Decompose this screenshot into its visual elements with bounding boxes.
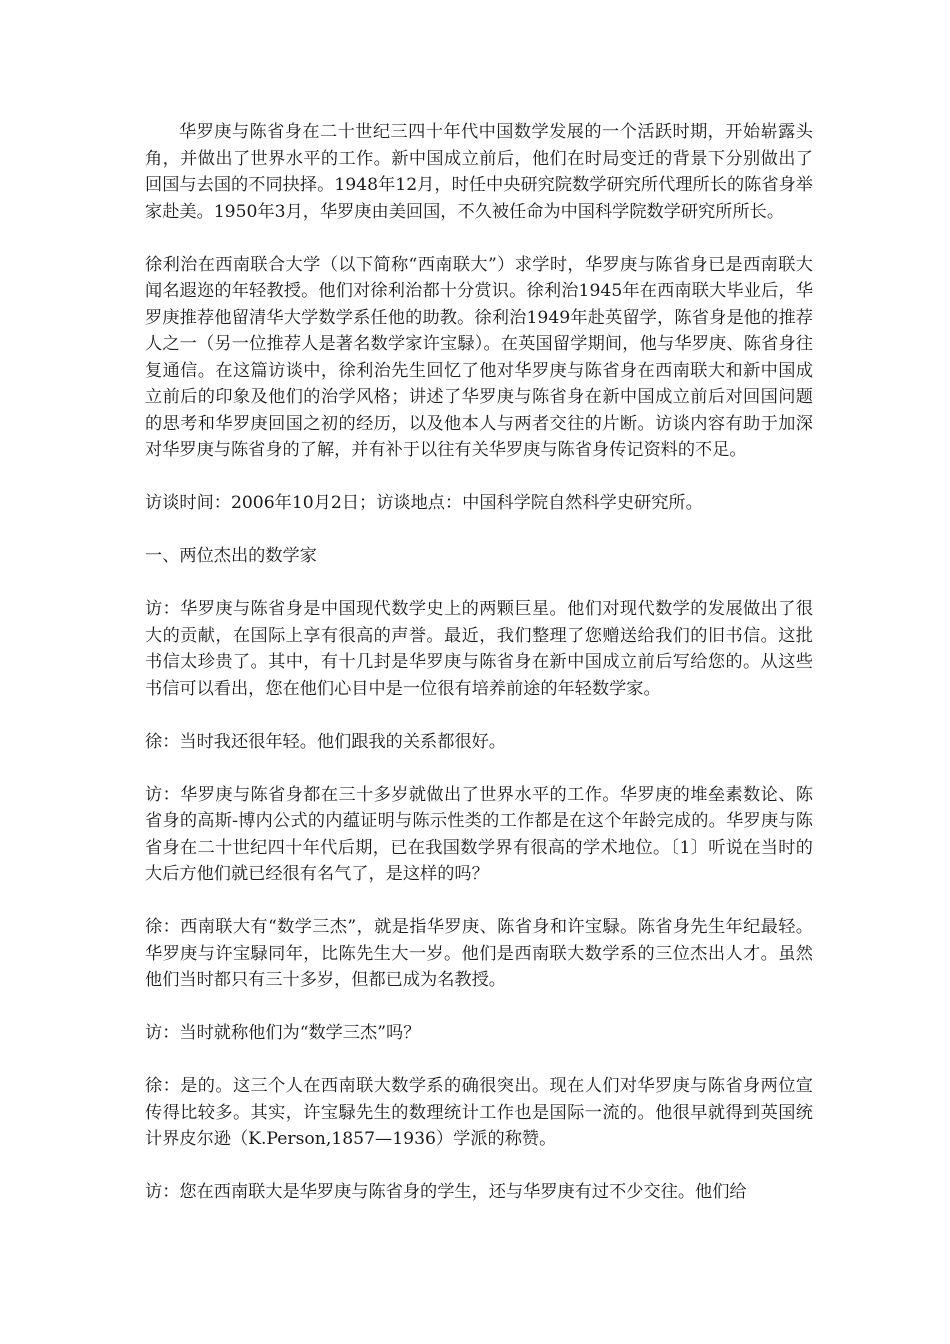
paragraph-question-4: 访：您在西南联大是华罗庚与陈省身的学生，还与华罗庚有过不少交往。他们给 (145, 1182, 747, 1202)
paragraph-question-1: 访：华罗庚与陈省身是中国现代数学史上的两颗巨星。他们对现代数学的发展做出了很大的贡献，在国际上享有很高的声誉。最近，我们整理了您赠送给我们的旧书信。这批书信太珍贵了。其中，有十几封是华罗庚与陈省身在新中国成立前后写给您的。从这些书信可以看出，您在他们心目中是一位很有培养前途的年轻数学家。 (145, 599, 813, 699)
paragraph-background: 徐利治在西南联合大学（以下简称“西南联大”）求学时，华罗庚与陈省身已是西南联大闻名遐迩的年轻教授。他们对徐利治都十分赏识。徐利治1945年在西南联大毕业后，华罗庚推荐他留清华大学数学系任他的助教。徐利治1949年赴英留学，陈省身是他的推荐人之一（另一位推荐人是著名数学家许宝騄）。在英国留学期间，他与华罗庚、陈省身往复通信。在这篇访谈中，徐利治先生回忆了他对华罗庚与陈省身在西南联大和新中国成立前后的印象及他们的治学风格；讲述了华罗庚与陈省身在新中国成立前后对回国问题的思考和华罗庚回国之初的经历，以及他本人与两者交往的片断。访谈内容有助于加深对华罗庚与陈省身的了解，并有补于以往有关华罗庚与陈省身传记资料的不足。 (145, 254, 813, 460)
paragraph-answer-3: 徐：是的。这三个人在西南联大数学系的确很突出。现在人们对华罗庚与陈省身两位宣传得比较多。其实，许宝騄先生的数理统计工作也是国际一流的。他很早就得到英国统计界皮尔逊（K.Person,1857—1936）学派的称赞。 (145, 1076, 813, 1149)
paragraph-answer-2: 徐：西南联大有“数学三杰”，就是指华罗庚、陈省身和许宝騄。陈省身先生年纪最轻。华罗庚与许宝騄同年，比陈先生大一岁。他们是西南联大数学系的三位杰出人才。虽然他们当时都只有三十多岁，但都已成为名教授。 (145, 917, 813, 990)
paragraph-interview-info: 访谈时间：2006年10月2日；访谈地点：中国科学院自然科学史研究所。 (145, 493, 703, 513)
paragraph-answer-1: 徐：当时我还很年轻。他们跟我的关系都很好。 (145, 731, 506, 752)
paragraph-question-2: 访：华罗庚与陈省身都在三十多岁就做出了世界水平的工作。华罗庚的堆垒素数论、陈省身的高斯-博内公式的内蕴证明与陈示性类的工作都是在这个年龄完成的。华罗庚与陈省身在二十世纪四十年代后期，已在我国数学界有很高的学术地位。〔1〕听说在当时的大后方他们就已经很有名气了，是这样的吗？ (145, 784, 813, 884)
paragraph-intro: 华罗庚与陈省身在二十世纪三四十年代中国数学发展的一个活跃时期，开始崭露头角，并做出了世界水平的工作。新中国成立前后，他们在时局变迁的背景下分别做出了回国与去国的不同抉择。1948年12月，时任中央研究院数学研究所代理所长的陈省身举家赴美。1950年3月，华罗庚由美回国，不久被任命为中国科学院数学研究所所长。 (145, 122, 813, 222)
section-heading: 一、两位杰出的数学家 (145, 546, 317, 566)
document-body (145, 119, 813, 1232)
paragraph-question-3: 访：当时就称他们为“数学三杰”吗？ (145, 1023, 421, 1043)
